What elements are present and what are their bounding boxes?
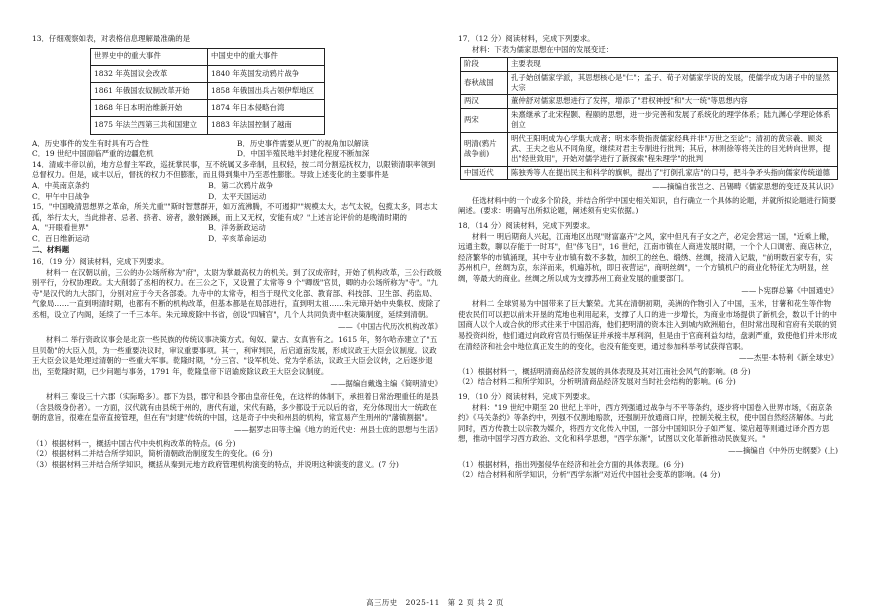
table-row: [461, 71, 838, 95]
option-a: A．中英南京条约: [32, 180, 90, 190]
q19-stem: 19．（10 分）阅读材料，完成下列要求。: [458, 391, 595, 401]
option-d: D．中国半殖民地半封建化程度不断加深: [237, 149, 370, 159]
table-cell: 1868 年日本明治维新开始: [91, 100, 208, 117]
table-row: [91, 100, 325, 117]
table-row: [91, 117, 325, 134]
q18-requirement-2: （2）结合材料二和所学知识，分析明清商品经济发展对当时社会结构的影响。(6 分): [458, 377, 736, 387]
q17-stem: 17．（12 分）阅读材料，完成下列要求。: [458, 34, 595, 43]
table-row: [461, 108, 838, 132]
q13-options-row1: [32, 139, 442, 150]
table-row: [91, 65, 325, 82]
option-a: A．历史事件的发生有时具有巧合性: [32, 138, 149, 148]
q16-requirement-3: （3）根据材料三并结合所学知识，概括从秦到元地方政府管理机构演变的特点，并说明这种演变的意义。(7 分): [32, 459, 399, 469]
table-row: [91, 82, 325, 99]
q18-stem: 18．（14 分）阅读材料，完成下列要求。: [458, 221, 595, 231]
table-row: [461, 95, 838, 108]
q16-source-3: ——据罗志田等主编《地方的近代史：州县士庶的思想与生活》: [233, 424, 442, 434]
table-cell: 朱熹继承了北宋程颢、程颐的思想，进一步完善和发展了系统化的理学体系；陆九渊心学理论体系创立: [508, 108, 838, 132]
table-cell: 孔子始创儒家学派，其思想核心是"仁"；孟子、荀子对儒家学说的发展，使儒学成为诸子中的显然大宗: [508, 71, 838, 95]
option-b: B．历史事件需要从更广的视角加以解读: [237, 138, 369, 148]
q19-material: 材料："19 世纪中期至 20 世纪上半叶，西方列强通过战争与不平等条约，逐步将中国卷入世界市场，《南京条约》《马关条约》等条约中，列强不仅割地赔款，还强制开放通商口岸，控制关税主权，使中国自然经济解体。与此同时，西方传教士以宗教为媒介，将西方文化传入中国，一部分中国知识分子如严复、梁启超等则通过译介西方思想，推动中国学习西方政治、文化和科学思想，"西学东渐"，试图以文化革新推动民族复兴。": [458, 402, 834, 444]
q18-source-2: ——杰里·本特利《新全球史》: [739, 353, 838, 363]
table-cell: 两宋: [461, 108, 508, 132]
left-column: [32, 34, 442, 470]
q17-table: [460, 57, 838, 180]
q19-requirement-2: （2）结合材料和所学知识，分析"西学东渐"对近代中国社会变革的影响。(4 分): [458, 470, 721, 480]
table-row: [461, 132, 838, 166]
q16-material-2: 材料二 举行资政议事会是北京一些民族的传统议事决策方式。匈奴、蒙古、女真皆有之。1615 年，努尔哈赤建立了"五旦贝勒"的大臣入员，为一些重要决议时，审议重要事项。其一，利审判民，后启道南发展，形成议政王大臣会议制度。议政王大臣会议是处理过清朝的一些重大军事。乾隆时期，"分三宫、"设军机处、党为学系法，议政王大臣会议转，之后逐步退出，至乾隆时期，已少问题与事务，1791 年，乾隆皇帝下诏谕废除议政王大臣会议制度。: [32, 335, 438, 376]
q17-requirement: 任选材料中的一个或多个阶段，并结合所学中国史相关知识，自行确立一个具体的论题，并就所拟论题进行简要阐述。(要求：明确写出所拟论题，阐述须有史实依据。): [458, 195, 837, 216]
table-cell: 1858 年俄国出兵占领伊犁地区: [208, 82, 325, 99]
table-cell: 中国近代: [461, 166, 508, 179]
table-row: [461, 166, 838, 179]
q18-requirement-1: （1）根据材料一，概括明清商品经济发展的具体表现及其对江南社会风气的影响。(8 分): [458, 366, 751, 376]
option-b: B．第二次鸦片战争: [208, 180, 274, 190]
q13-table: [90, 48, 325, 135]
table-cell: 1874 年日本侵略台湾: [208, 100, 325, 117]
table-cell: 1883 年法国控制了越南: [208, 117, 325, 134]
q16-source-2: ——据编自戴逸主编《简明清史》: [330, 378, 442, 388]
option-b: B．洋务新政运动: [208, 223, 266, 233]
table-cell: 董仲舒对儒家思想进行了发挥，增添了"君权神授"和"大一统"等思想内容: [508, 95, 838, 108]
q19-requirement-1: （1）根据材料，指出列强侵华在经济和社会方面的具体表现。(6 分): [458, 459, 684, 469]
table-cell: 1832 年英国议会改革: [91, 65, 208, 82]
table-cell: 两汉: [461, 95, 508, 108]
table-cell: 春秋战国: [461, 71, 508, 95]
q15-options-row2: [32, 234, 442, 245]
q16-material-1: 材料一 在汉朝以前，三公的办公场所称为"府"，太尉为掌最高权力的机关。到了汉成帝时，开始了机构改革，三公行政级别平行，分权协理政。太大削弱了丞相的权力。在三公之下，又设置了太常等 9 个"卿级"官员，卿的办公场所称为"寺"。"九寺"是汉代的九大部门，分别对应于今天各部委。九寺中的太常寺，相当于现代文化部、教育部、科技部、卫生部、药监局、气象局……一直到明清时期，也都有不断的机构改革，但基本都是在局部进行，直到明太祖……朱元璋开始中央集权、废除了丞相，设立了内阁，延续了一千三本年。朱元璋废除中书省，创设"四辅官"，几个人共同负责中枢决策制度，延续到清朝。: [32, 267, 442, 320]
table-row: [91, 48, 325, 65]
q14-stem: 14．清咸丰帝以前，地方总督主军政，巡抚掌民事，互不统属又多牵制，且权轻，按二司分割巡抚权力，以限锁清职率领到总督权力。但是，咸丰以后，督抚的权力不但膨胀，而且得到集中乃至恶性膨胀。导致上述变化的主要事件是: [32, 159, 436, 180]
page-footer: 高三历史 2025-11 第 2 页 共 2 页: [366, 598, 504, 607]
table-cell: 主要表现: [508, 58, 838, 71]
table-cell: 陈独秀等人在提出民主和科学的旗帜，提出了"打倒孔家店"的口号，把斗争矛头指向儒家传统道德: [508, 166, 838, 179]
q14-options-row1: [32, 181, 442, 192]
option-d: D．太平天国运动: [208, 191, 267, 201]
section-heading: 二、材料题: [32, 245, 70, 255]
q13-options-row2: [32, 149, 442, 160]
q16-material-3: 材料三 秦设三十六郡（实际略多）。郡下为县，郡守和县令都由皇帝任免，在这样的体制下，承担着日常治理重任的是县（含县级身份者）。一方面，汉代就有由县统于州的，唐代有道，宋代有路，多少都设于元以后的省，充分体现出大一统政在朝的意旨，很难在皇帝直接管理，但在有"封建"传统的中国，这是奇子中央和州县的机构，常宣易产生刑州的"藩镇割据"。: [32, 392, 439, 423]
q16-requirement-1: （1）根据材料一，概括中国古代中央机构改革的特点。(6 分): [32, 438, 236, 448]
option-a: A．"开眼看世界": [32, 223, 89, 233]
option-c: C．甲午中日战争: [32, 191, 90, 201]
q18-source-1: ——卜宪群总纂《中国通史》: [741, 285, 838, 295]
table-row: [461, 58, 838, 71]
q18-material-1: 材料一 明后期商人兴起，江南地区出现"财富嘉卉"之风，家中但凡有子女之产，必定会营运一国，"近乘上辙，远通主数，聊以存能于一时耳"，但"侈飞日"，16 世纪，江南市镇在人商进发展时期，一个个人口调密、商店林立，经济繁华的市镇涌现，其中专业市镇有数不多数，加织工的丝色、缎绣、丝绸，接清入记载，"前明数百家专有，实苏州机户，丝绸为京，东洋而来，机遍苏杭，即日夜营运"，商明丝绸"，一个方镇机户的商业化特征尤为明显，丝绸，等最大的商业。丝绸之所以成为支撑苏州工商业发展的重要部门。: [458, 231, 837, 283]
q18-material-2: 材料二 全球贸易为中国带来了巨大繁荣。尤其在清朝初期，美洲的作物引入了中国，玉米，甘薯和花生等作物使农民们可以把以前未开垦的荒地也利用起来，支撑了人口的进一步增长，为商业市场提供了新机会，数以千计的中国商人以个人或合伙的形式往来于中国沿海，他们把明清的资本注入到城内欧洲船台，但时常出现和官府有关联的贸易投资纠纷，他们通过向政府官员行贿保证并承接丰厚利润，但是由于官商利益勾结，盘剥严重，致使他们并未形成在清经济和社会中地位真正发生的的变化，也没有能变更，通过参加科举考试获得官职。: [458, 299, 837, 351]
q13-stem: 13．仔细观察如表，对表格信息理解最准确的是: [32, 34, 191, 43]
table-cell: 世界史中的重大事件: [91, 48, 208, 65]
q19-source: ——摘编自《中外历史纲要》(上): [728, 445, 838, 455]
q15-stem: 15．"中国晚清思想界之革命，所关尤重""斯时智慧群开，如万流沸腾，不可遏抑""规模太大，志气太锐，包揽太多，同志太孤，举行太大，当此排者、忌者、挤者、谤者，激射蹊蹊，而上又无权，安能有成？"上述言论评价的是晚清时期的: [32, 202, 438, 222]
right-column: [458, 34, 838, 481]
option-c: C．百日维新运动: [32, 233, 90, 243]
table-cell: 明清(鸦片战争前): [461, 132, 508, 166]
option-c: C．19 世纪中国面临严重的边疆危机: [32, 149, 154, 159]
table-cell: 中国史中的重大事件: [208, 48, 325, 65]
table-cell: 明代王阳明成为心学集大成者；明末李贽指责儒家经典并非"万世之至论"；清初的黄宗羲、顾炎武、王夫之也从不同角度，继续对君主专制进行批判；其后，林则徐等将关注的目光转向世界，提出"经世致用"，开始对儒学进行了新探索"程朱理学"的批判: [508, 132, 838, 166]
table-cell: 阶段: [461, 58, 508, 71]
q16-requirement-2: （2）根据材料二并结合所学知识，简析清朝政治制度发生的变化。(6 分): [32, 449, 273, 459]
table-cell: 1875 年法兰西第三共和国建立: [91, 117, 208, 134]
q16-stem: 16．（19 分）阅读材料，完成下列要求。: [32, 257, 169, 267]
q17-intro: 材料：下表为儒家思想在中国的发展变迁：: [472, 44, 614, 54]
q16-source-1: ——《中国古代历次机构改革》: [337, 321, 442, 331]
q14-options-row2: [32, 192, 442, 203]
q15-options-row1: [32, 223, 442, 234]
option-d: D．辛亥革命运动: [208, 233, 267, 243]
table-cell: 1861 年俄国农奴制改革开始: [91, 82, 208, 99]
q17-source: ——摘编自张岂之、吕锡畴《儒家思想的变迁及其认识》: [652, 182, 838, 192]
table-cell: 1840 年英国发动鸦片战争: [208, 65, 325, 82]
